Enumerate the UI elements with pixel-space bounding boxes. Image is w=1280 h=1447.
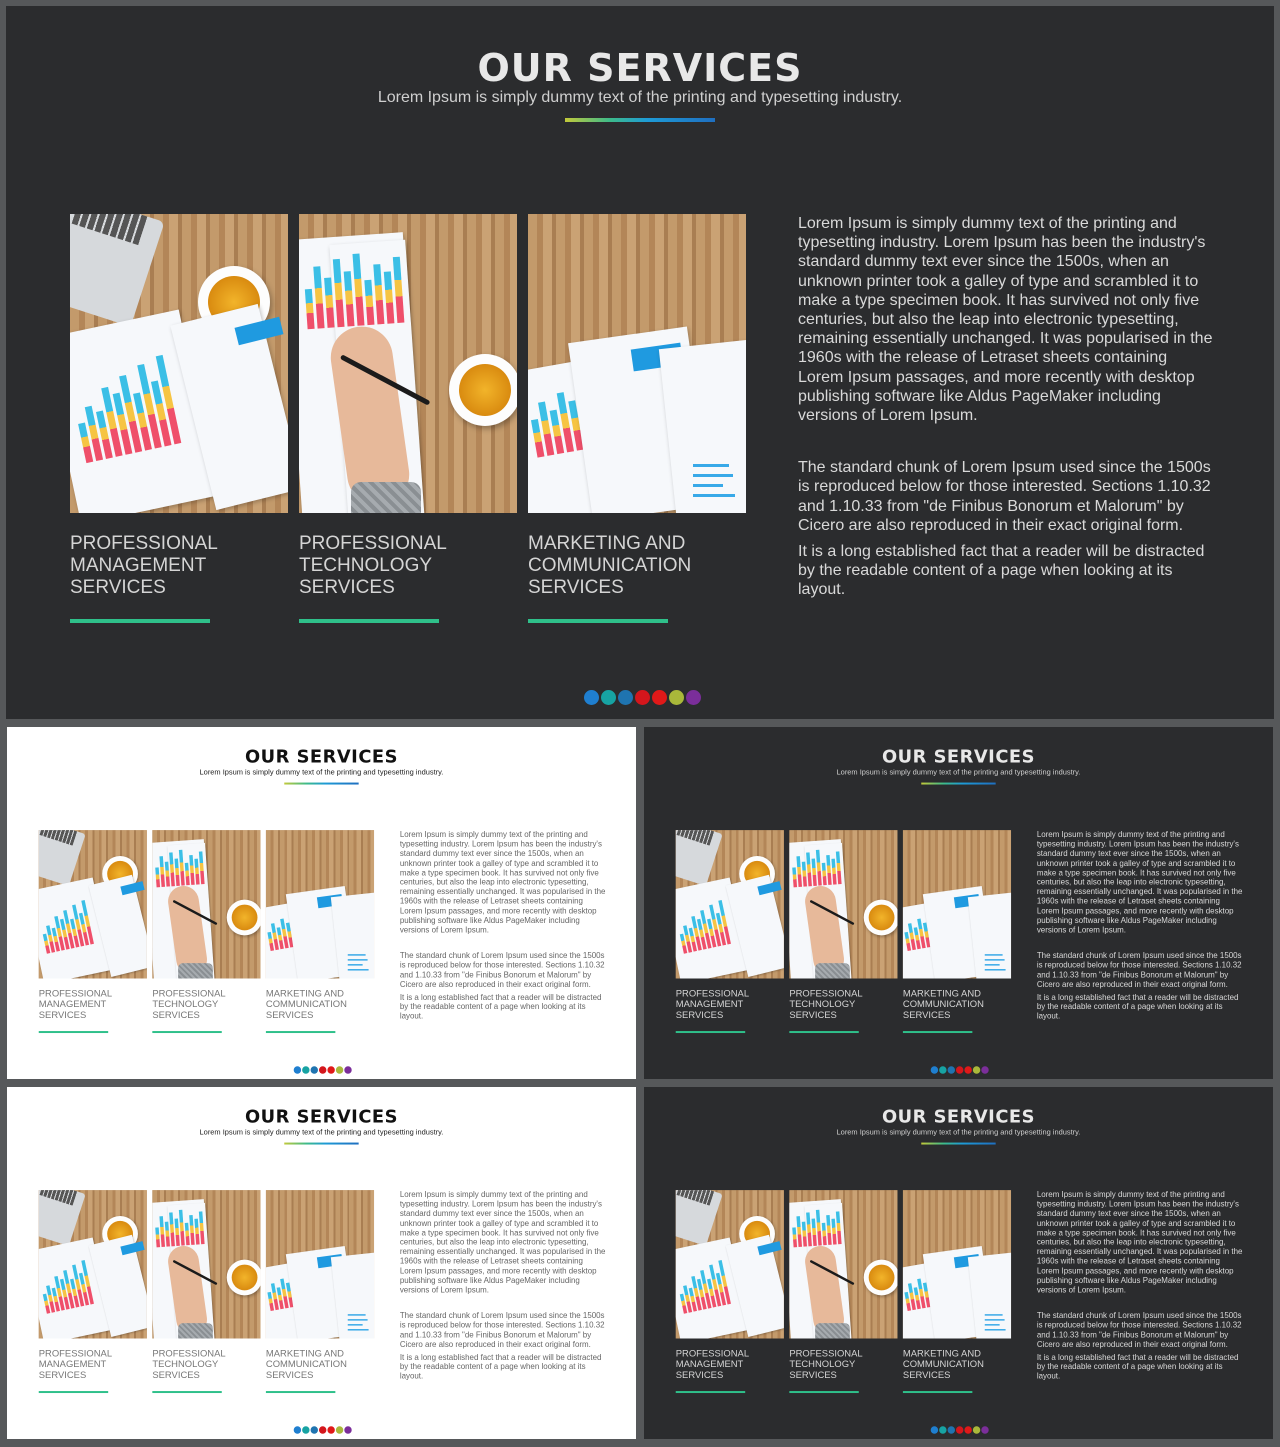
palette-dot <box>686 690 701 705</box>
palette-dot <box>635 690 650 705</box>
palette-dot <box>956 1426 963 1433</box>
palette-dot <box>652 690 667 705</box>
card-label: PROFESSIONAL TECHNOLOGY SERVICES <box>152 1348 226 1381</box>
card-underline <box>266 1391 335 1393</box>
paragraph: The standard chunk of Lorem Ipsum used since the 1500s is reproduced below for those interested. Sections 1.10.32 and 1.10.33 from "de Finibus Bonorum et Malorum" by Cicero are also reproduced in their exact original form. <box>1036 951 1242 989</box>
laptop-coffee-chart-photo <box>39 1190 147 1338</box>
hand-writing-chart-photo <box>152 830 260 978</box>
service-card-management[interactable] <box>39 830 147 1033</box>
paragraph: Lorem Ipsum is simply dummy text of the printing and typesetting industry. Lorem Ipsum has been the industry's standard dummy text ever since the 1500s, when an unknown printer took a galley of type and scrambled it to make a type specimen book. It has survived not only five centuries, but also the leap into electronic typesetting, remaining essentially unchanged. It was popularised in the 1960s with the release of Letraset sheets containing Lorem Ipsum passages, and more recently with desktop publishing software like Aldus PageMaker including versions of Lorem Ipsum. <box>1036 1190 1243 1295</box>
palette-dot <box>948 1426 955 1433</box>
slide-dark-thumbnail[interactable] <box>644 1087 1273 1439</box>
documents-report-photo <box>528 214 746 513</box>
card-label: PROFESSIONAL MANAGEMENT SERVICES <box>38 988 112 1021</box>
slide-light-thumbnail[interactable] <box>7 1087 636 1439</box>
card-label: PROFESSIONAL MANAGEMENT SERVICES <box>38 1348 112 1381</box>
palette-dot <box>302 1066 309 1073</box>
description-text <box>400 1190 606 1381</box>
slide-subtitle: Lorem Ipsum is simply dummy text of the printing and typesetting industry. <box>836 1128 1081 1137</box>
card-label: PROFESSIONAL MANAGEMENT SERVICES <box>675 988 749 1021</box>
palette-dot <box>939 1066 946 1073</box>
slide-subtitle: Lorem Ipsum is simply dummy text of the printing and typesetting industry. <box>377 89 903 106</box>
palette-dot <box>319 1426 326 1433</box>
documents-report-photo <box>903 830 1011 978</box>
documents-report-photo <box>903 1190 1011 1338</box>
palette-dot <box>964 1426 971 1433</box>
color-palette-dots <box>931 1426 989 1433</box>
service-card-technology[interactable] <box>152 830 260 1033</box>
laptop-coffee-chart-photo <box>39 830 147 978</box>
card-underline <box>70 619 210 623</box>
service-card-management[interactable] <box>676 830 784 1033</box>
palette-dot <box>939 1426 946 1433</box>
hand-writing-chart-photo <box>789 1190 897 1338</box>
title-gradient-bar <box>284 1143 358 1145</box>
slide-light-thumbnail[interactable] <box>7 727 636 1079</box>
slide-dark-large[interactable] <box>6 6 1274 719</box>
description-text <box>1037 1190 1243 1381</box>
description-text <box>798 214 1213 600</box>
paragraph: The standard chunk of Lorem Ipsum used since the 1500s is reproduced below for those interested. Sections 1.10.32 and 1.10.33 from "de Finibus Bonorum et Malorum" by Cicero are also reproduced in their exact original form. <box>399 1311 605 1349</box>
slide-subtitle: Lorem Ipsum is simply dummy text of the printing and typesetting industry. <box>836 768 1081 777</box>
card-underline <box>152 1031 221 1033</box>
palette-dot <box>319 1066 326 1073</box>
hand-writing-chart-photo <box>789 830 897 978</box>
card-label: PROFESSIONAL TECHNOLOGY SERVICES <box>789 1348 863 1381</box>
service-card-management[interactable] <box>39 1190 147 1393</box>
documents-report-photo <box>266 1190 374 1338</box>
card-underline <box>676 1391 745 1393</box>
paragraph: Lorem Ipsum is simply dummy text of the printing and typesetting industry. Lorem Ipsum has been the industry's standard dummy text ever since the 1500s, when an unknown printer took a galley of type and scrambled it to make a type specimen book. It has survived not only five centuries, but also the leap into electronic typesetting, remaining essentially unchanged. It was popularised in the 1960s with the release of Letraset sheets containing Lorem Ipsum passages, and more recently with desktop publishing software like Aldus PageMaker including versions of Lorem Ipsum. <box>399 1190 606 1295</box>
palette-dot <box>584 690 599 705</box>
palette-dot <box>336 1066 343 1073</box>
service-card-management[interactable] <box>70 214 288 623</box>
paragraph: It is a long established fact that a reader will be distracted by the readable content of a page when looking at its layout. <box>1036 993 1239 1021</box>
palette-dot <box>294 1426 301 1433</box>
title-gradient-bar <box>565 118 715 122</box>
palette-dot <box>618 690 633 705</box>
palette-dot <box>981 1426 988 1433</box>
paragraph: It is a long established fact that a reader will be distracted by the readable content of a page when looking at its layout. <box>399 993 602 1021</box>
laptop-coffee-chart-photo <box>676 1190 784 1338</box>
card-label: MARKETING AND COMMUNICATION SERVICES <box>902 1348 984 1381</box>
paragraph: It is a long established fact that a reader will be distracted by the readable content of a page when looking at its layout. <box>399 1353 602 1381</box>
palette-dot <box>311 1426 318 1433</box>
service-card-marketing[interactable] <box>903 830 1011 1033</box>
laptop-coffee-chart-photo <box>676 830 784 978</box>
card-label: PROFESSIONAL TECHNOLOGY SERVICES <box>789 988 863 1021</box>
hand-writing-chart-photo <box>152 1190 260 1338</box>
card-label: MARKETING AND COMMUNICATION SERVICES <box>265 1348 347 1381</box>
hand-writing-chart-photo <box>299 214 517 513</box>
paragraph: The standard chunk of Lorem Ipsum used since the 1500s is reproduced below for those interested. Sections 1.10.32 and 1.10.33 from "de Finibus Bonorum et Malorum" by Cicero are also reproduced in their exact original form. <box>798 459 1211 534</box>
card-underline <box>299 619 439 623</box>
card-underline <box>903 1031 972 1033</box>
palette-dot <box>981 1066 988 1073</box>
palette-dot <box>344 1066 351 1073</box>
service-card-management[interactable] <box>676 1190 784 1393</box>
card-underline <box>266 1031 335 1033</box>
service-card-marketing[interactable] <box>266 830 374 1033</box>
paragraph: Lorem Ipsum is simply dummy text of the printing and typesetting industry. Lorem Ipsum has been the industry's standard dummy text ever since the 1500s, when an unknown printer took a galley of type and scrambled it to make a type specimen book. It has survived not only five centuries, but also the leap into electronic typesetting, remaining essentially unchanged. It was popularised in the 1960s with the release of Letraset sheets containing Lorem Ipsum passages, and more recently with desktop publishing software like Aldus PageMaker including versions of Lorem Ipsum. <box>798 215 1213 425</box>
paragraph: Lorem Ipsum is simply dummy text of the printing and typesetting industry. Lorem Ipsum has been the industry's standard dummy text ever since the 1500s, when an unknown printer took a galley of type and scrambled it to make a type specimen book. It has survived not only five centuries, but also the leap into electronic typesetting, remaining essentially unchanged. It was popularised in the 1960s with the release of Letraset sheets containing Lorem Ipsum passages, and more recently with desktop publishing software like Aldus PageMaker including versions of Lorem Ipsum. <box>399 830 606 935</box>
laptop-coffee-chart-photo <box>70 214 288 513</box>
slide-title: OUR SERVICES <box>244 1106 398 1128</box>
slide-title: OUR SERVICES <box>244 746 398 768</box>
paragraph: It is a long established fact that a reader will be distracted by the readable content of a page when looking at its layout. <box>798 543 1205 599</box>
card-label: PROFESSIONAL TECHNOLOGY SERVICES <box>299 533 447 598</box>
service-card-marketing[interactable] <box>903 1190 1011 1393</box>
slide-title: OUR SERVICES <box>477 46 803 90</box>
slide-title: OUR SERVICES <box>881 1106 1035 1128</box>
card-underline <box>676 1031 745 1033</box>
palette-dot <box>669 690 684 705</box>
card-underline <box>789 1391 858 1393</box>
palette-dot <box>973 1426 980 1433</box>
card-label: PROFESSIONAL MANAGEMENT SERVICES <box>675 1348 749 1381</box>
palette-dot <box>931 1066 938 1073</box>
service-card-marketing[interactable] <box>266 1190 374 1393</box>
title-gradient-bar <box>284 783 358 785</box>
color-palette-dots <box>931 1066 989 1073</box>
palette-dot <box>327 1066 334 1073</box>
service-card-marketing[interactable] <box>528 214 746 623</box>
card-label: MARKETING AND COMMUNICATION SERVICES <box>528 533 692 598</box>
paragraph: The standard chunk of Lorem Ipsum used since the 1500s is reproduced below for those interested. Sections 1.10.32 and 1.10.33 from "de Finibus Bonorum et Malorum" by Cicero are also reproduced in their exact original form. <box>1036 1311 1242 1349</box>
paragraph: Lorem Ipsum is simply dummy text of the printing and typesetting industry. Lorem Ipsum has been the industry's standard dummy text ever since the 1500s, when an unknown printer took a galley of type and scrambled it to make a type specimen book. It has survived not only five centuries, but also the leap into electronic typesetting, remaining essentially unchanged. It was popularised in the 1960s with the release of Letraset sheets containing Lorem Ipsum passages, and more recently with desktop publishing software like Aldus PageMaker including versions of Lorem Ipsum. <box>1036 830 1243 935</box>
color-palette-dots <box>294 1426 352 1433</box>
palette-dot <box>601 690 616 705</box>
palette-dot <box>302 1426 309 1433</box>
palette-dot <box>964 1066 971 1073</box>
service-card-technology[interactable] <box>299 214 517 623</box>
palette-dot <box>344 1426 351 1433</box>
paragraph: It is a long established fact that a reader will be distracted by the readable content of a page when looking at its layout. <box>1036 1353 1239 1381</box>
card-underline <box>39 1031 108 1033</box>
card-label: MARKETING AND COMMUNICATION SERVICES <box>265 988 347 1021</box>
palette-dot <box>311 1066 318 1073</box>
service-card-technology[interactable] <box>152 1190 260 1393</box>
color-palette-dots <box>584 690 701 705</box>
card-underline <box>39 1391 108 1393</box>
description-text <box>1037 830 1243 1021</box>
palette-dot <box>931 1426 938 1433</box>
slide-dark-thumbnail[interactable] <box>644 727 1273 1079</box>
service-card-technology[interactable] <box>789 830 897 1033</box>
service-card-technology[interactable] <box>789 1190 897 1393</box>
card-underline <box>789 1031 858 1033</box>
title-gradient-bar <box>921 1143 995 1145</box>
color-palette-dots <box>294 1066 352 1073</box>
card-underline <box>528 619 668 623</box>
documents-report-photo <box>266 830 374 978</box>
palette-dot <box>336 1426 343 1433</box>
paragraph: The standard chunk of Lorem Ipsum used since the 1500s is reproduced below for those interested. Sections 1.10.32 and 1.10.33 from "de Finibus Bonorum et Malorum" by Cicero are also reproduced in their exact original form. <box>399 951 605 989</box>
slide-title: OUR SERVICES <box>881 746 1035 768</box>
card-label: MARKETING AND COMMUNICATION SERVICES <box>902 988 984 1021</box>
palette-dot <box>294 1066 301 1073</box>
palette-dot <box>327 1426 334 1433</box>
palette-dot <box>956 1066 963 1073</box>
card-underline <box>903 1391 972 1393</box>
card-underline <box>152 1391 221 1393</box>
card-label: PROFESSIONAL TECHNOLOGY SERVICES <box>152 988 226 1021</box>
card-label: PROFESSIONAL MANAGEMENT SERVICES <box>70 533 218 598</box>
slide-subtitle: Lorem Ipsum is simply dummy text of the printing and typesetting industry. <box>199 768 444 777</box>
palette-dot <box>973 1066 980 1073</box>
palette-dot <box>948 1066 955 1073</box>
slide-subtitle: Lorem Ipsum is simply dummy text of the printing and typesetting industry. <box>199 1128 444 1137</box>
title-gradient-bar <box>921 783 995 785</box>
description-text <box>400 830 606 1021</box>
